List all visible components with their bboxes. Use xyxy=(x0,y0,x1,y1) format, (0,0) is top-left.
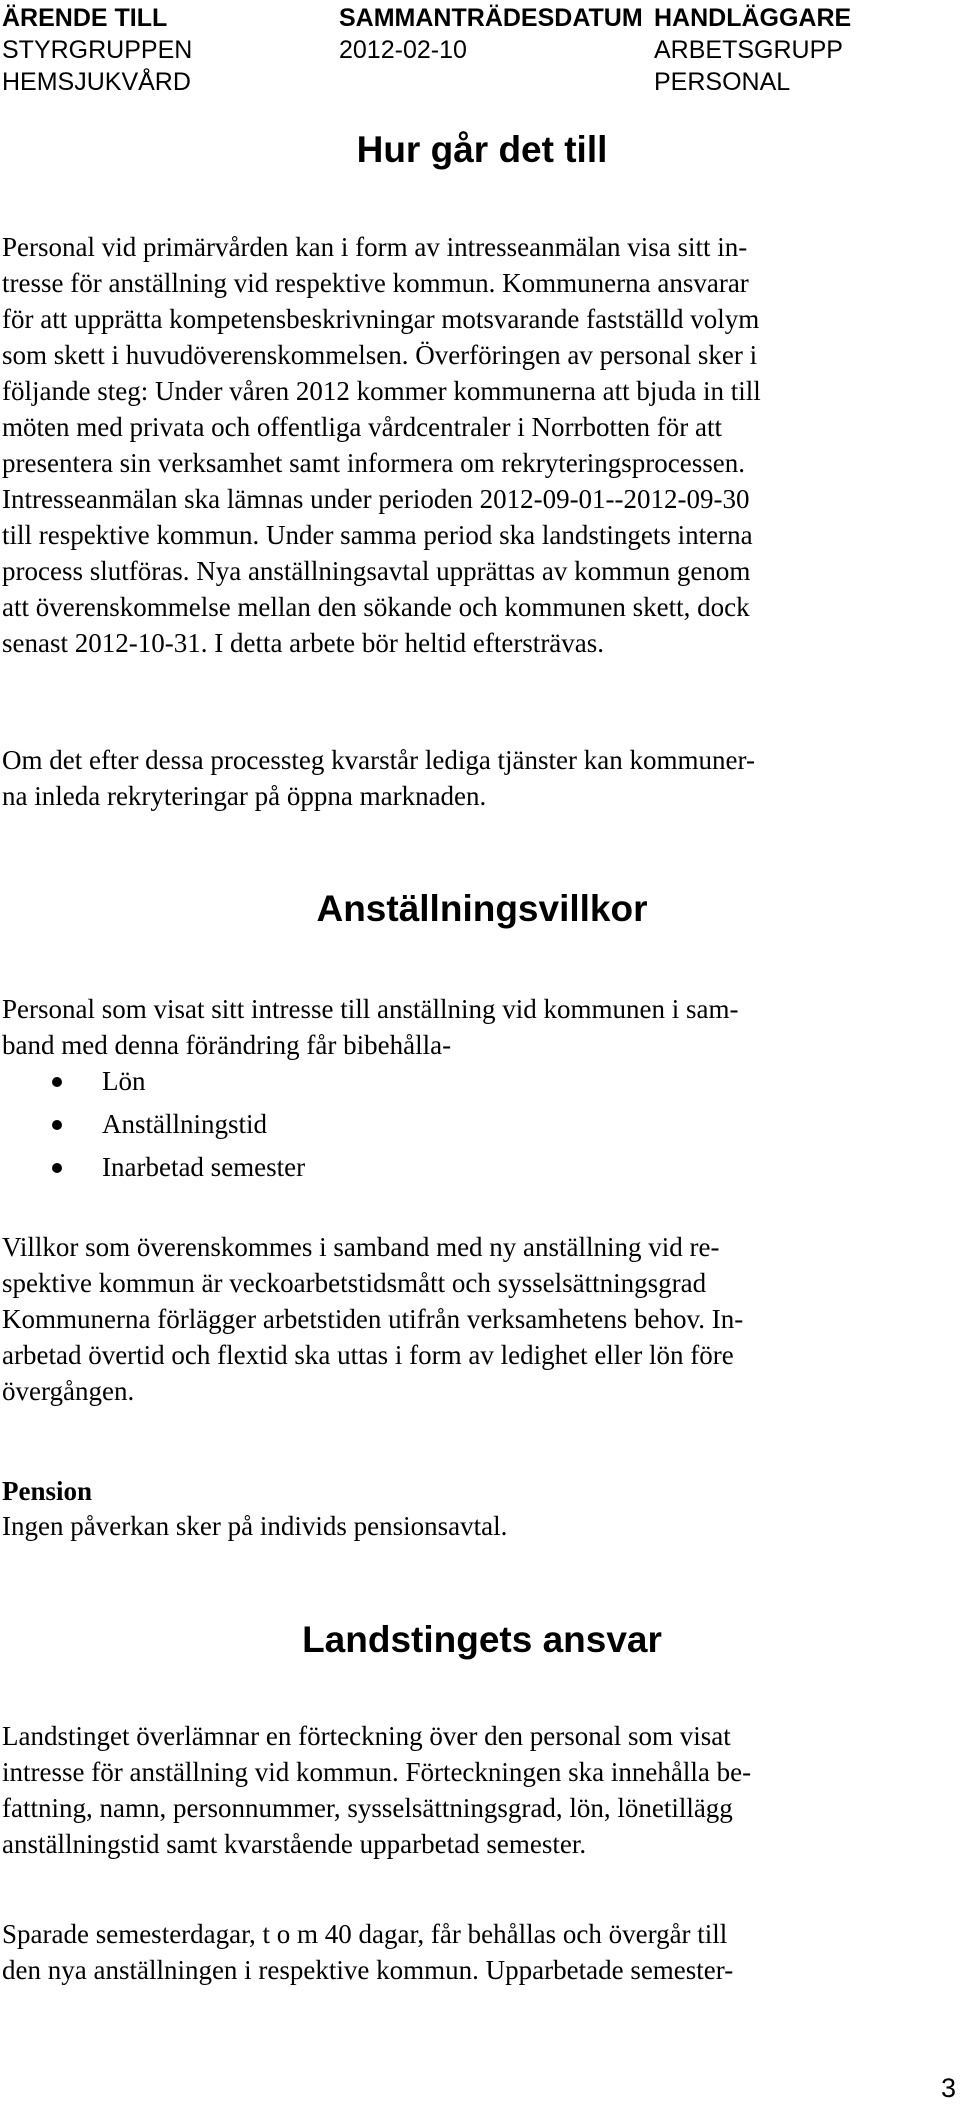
text-line: att överenskommelse mellan den sökande och kommunen skett, dock xyxy=(2,592,750,622)
text-line: Villkor som överenskommes i samband med ny anställning vid re- xyxy=(2,1232,720,1262)
paragraph-hur-2 xyxy=(2,742,957,814)
text-line: Personal vid primärvården kan i form av intresseanmälan visa sitt in- xyxy=(2,232,748,262)
text-line: intresse för anställning vid kommun. Förteckningen ska innehålla be- xyxy=(2,1757,752,1787)
text-line: den nya anställningen i respektive kommun. Upparbetade semester- xyxy=(2,1955,734,1985)
page-number: 3 xyxy=(940,2073,956,2103)
text-line: spektive kommun är veckoarbetstidsmått och sysselsättningsgrad xyxy=(2,1268,707,1298)
bullet-icon xyxy=(52,1077,62,1087)
paragraph-land-2 xyxy=(2,1916,957,1988)
header-recipient xyxy=(2,2,192,98)
list-item-text: Inarbetad semester xyxy=(102,1152,306,1182)
text-line: som skett i huvudöverenskommelsen. Överföringen av personal sker i xyxy=(2,340,758,370)
text-line: för att upprätta kompetensbeskrivningar motsvarande fastställd volym xyxy=(2,304,760,334)
paragraph-hur-1 xyxy=(2,229,957,661)
text-line: arbetad övertid och flextid ska uttas i form av ledighet eller lön före xyxy=(2,1340,734,1370)
text-line: band med denna förändring får bibehålla- xyxy=(2,1030,452,1060)
header-label-handlaggare: HANDLÄGGARE xyxy=(654,4,852,32)
text-line: Om det efter dessa processteg kvarstår lediga tjänster kan kommuner- xyxy=(2,745,755,775)
bullet-icon xyxy=(52,1120,62,1130)
header-value-styrgruppen: STYRGRUPPEN xyxy=(2,36,193,64)
header-label-datum: SAMMANTRÄDESDATUM xyxy=(339,4,643,32)
paragraph-anst-1 xyxy=(2,991,957,1063)
text-line: Landstinget överlämnar en förteckning över den personal som visat xyxy=(2,1721,731,1751)
list-item-text: Lön xyxy=(102,1066,146,1096)
heading-landstingets-ansvar: Landstingets ansvar xyxy=(302,1619,662,1660)
header-meeting-date xyxy=(339,2,643,66)
text-line: Kommunerna förlägger arbetstiden utifrån verksamhetens behov. In- xyxy=(2,1304,744,1334)
paragraph-anst-2 xyxy=(2,1229,957,1409)
header-value-arbetsgrupp: ARBETSGRUPP xyxy=(654,36,843,64)
list-item-text: Anställningstid xyxy=(102,1109,268,1139)
text-line: till respektive kommun. Under samma period ska landstingets interna xyxy=(2,520,753,550)
paragraph-pension: Ingen påverkan sker på individs pensionsavtal. xyxy=(2,1511,508,1541)
text-line: tresse för anställning vid respektive kommun. Kommunerna ansvarar xyxy=(2,268,749,298)
text-line: process slutföras. Nya anställningsavtal upprättas av kommun genom xyxy=(2,556,751,586)
subheading-pension: Pension xyxy=(2,1476,93,1506)
header-label-arende: ÄRENDE TILL xyxy=(2,4,168,32)
text-line: na inleda rekryteringar på öppna marknaden. xyxy=(2,781,487,811)
paragraph-land-1 xyxy=(2,1718,957,1862)
text-line: anställningstid samt kvarstående upparbetad semester. xyxy=(2,1829,587,1859)
text-line: möten med privata och offentliga vårdcentraler i Norrbotten för att xyxy=(2,412,722,442)
text-line: presentera sin verksamhet samt informera om rekryteringsprocessen. xyxy=(2,448,745,478)
heading-hur-gar-det-till: Hur går det till xyxy=(356,129,608,170)
bullet-icon xyxy=(52,1163,62,1173)
text-line: fattning, namn, personnummer, sysselsättningsgrad, lön, lönetillägg xyxy=(2,1793,733,1823)
text-line: övergången. xyxy=(2,1376,135,1406)
header-handler xyxy=(654,2,851,98)
header-value-date: 2012-02-10 xyxy=(339,36,467,64)
text-line: följande steg: Under våren 2012 kommer kommunerna att bjuda in till xyxy=(2,376,761,406)
text-line: senast 2012-10-31. I detta arbete bör heltid eftersträvas. xyxy=(2,628,605,658)
text-line: Personal som visat sitt intresse till anställning vid kommunen i sam- xyxy=(2,994,739,1024)
header-value-hemsjukvard: HEMSJUKVÅRD xyxy=(2,68,191,96)
text-line: Sparade semesterdagar, t o m 40 dagar, får behållas och övergår till xyxy=(2,1919,728,1949)
heading-anstallningsvillkor: Anställningsvillkor xyxy=(316,888,648,929)
text-line: Intresseanmälan ska lämnas under perioden 2012-09-01--2012-09-30 xyxy=(2,484,750,514)
header-value-personal: PERSONAL xyxy=(654,68,791,96)
